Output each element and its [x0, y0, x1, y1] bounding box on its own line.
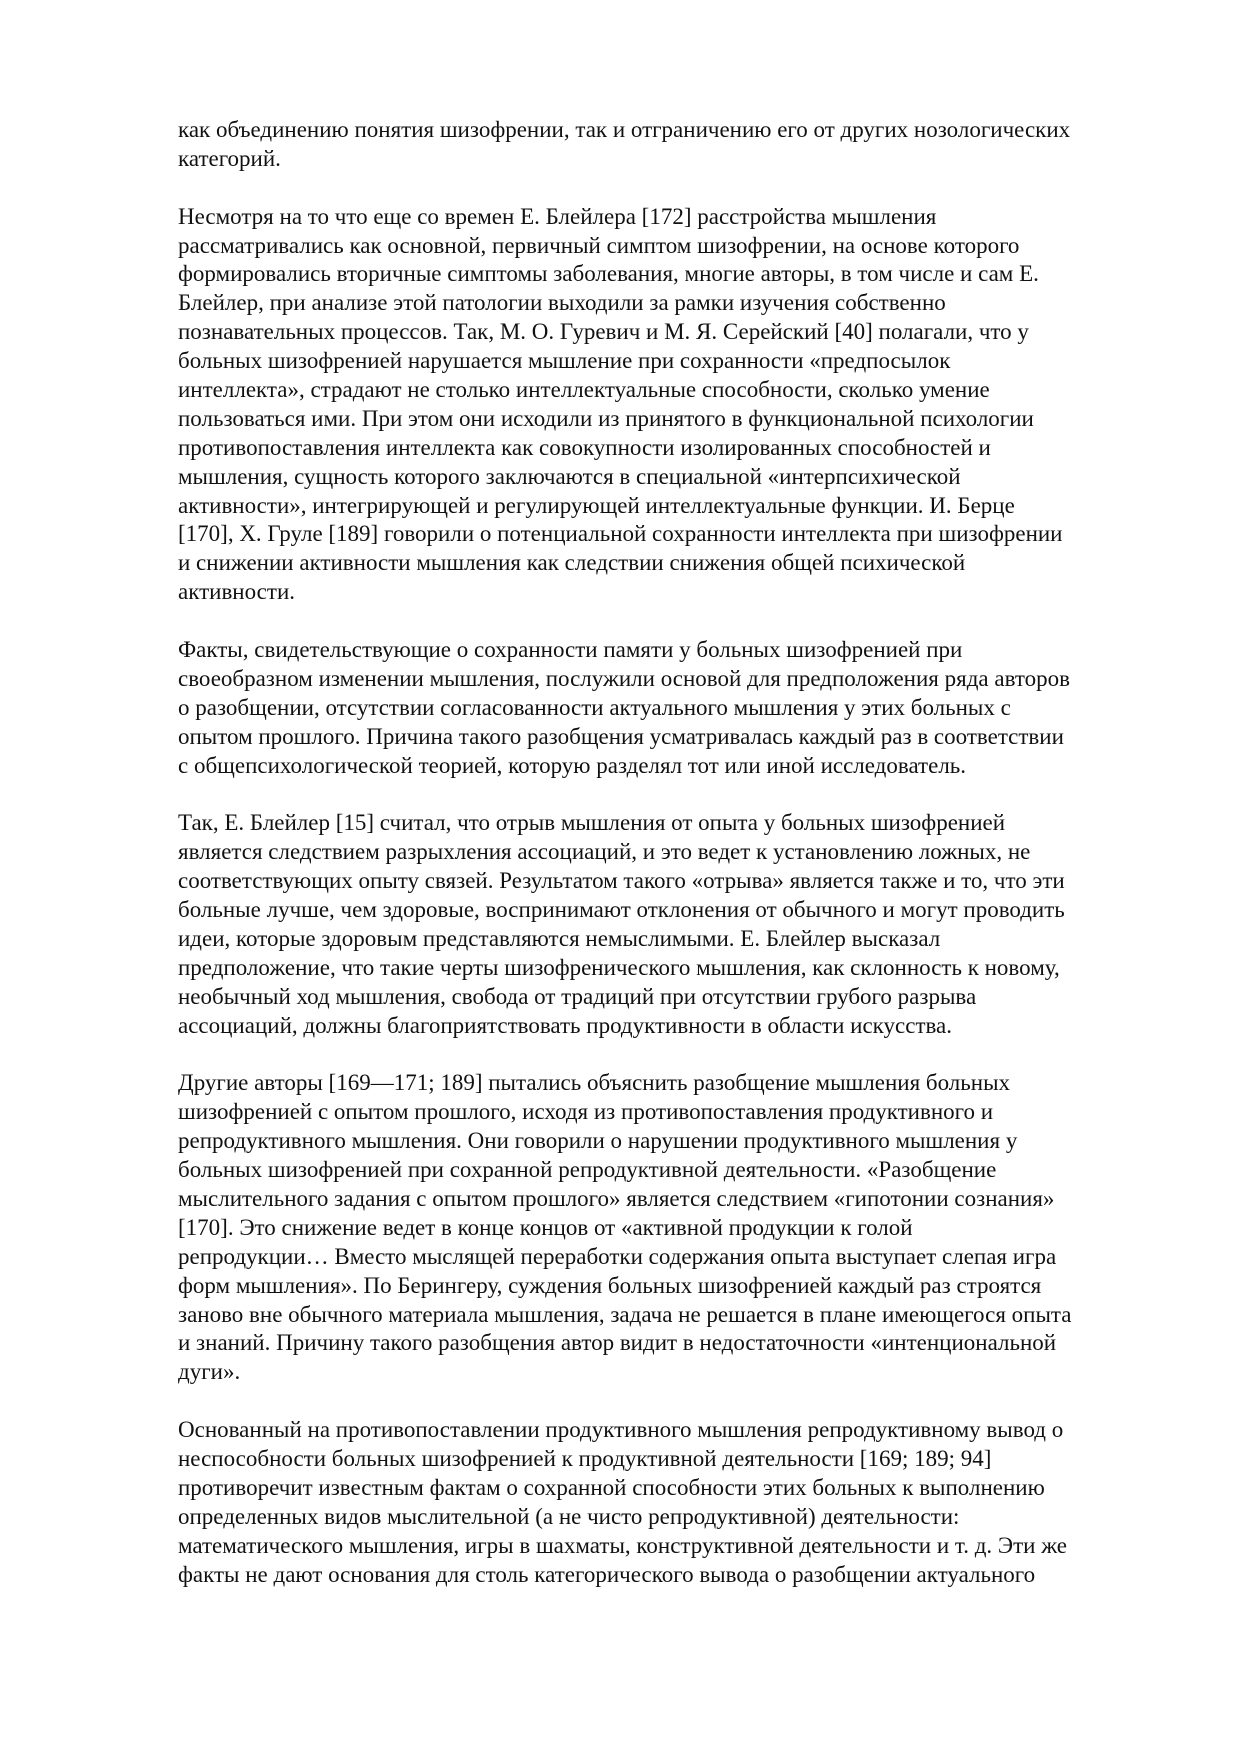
- text-line: заново вне обычного материала мышления, задача не решается в плане имеющегося опыта: [178, 1301, 1072, 1327]
- text-line: шизофренией с опытом прошлого, исходя из противопоставления продуктивного и: [178, 1099, 994, 1125]
- paragraph-5: [178, 1069, 1170, 1387]
- text-line: [170], Х. Груле [189] говорили о потенциальной сохранности интеллекта при шизофрении: [178, 521, 1063, 547]
- text-line: пользоваться ими. При этом они исходили из принятого в функциональной психологии: [178, 405, 1034, 431]
- text-line: противопоставления интеллекта как совокупности изолированных способностей и: [178, 434, 991, 460]
- text-line: репродуктивного мышления. Они говорили о нарушении продуктивного мышления у: [178, 1128, 1018, 1154]
- text-line: Блейлер, при анализе этой патологии выходили за рамки изучения собственно: [178, 290, 946, 316]
- text-line: необычный ход мышления, свобода от традиций при отсутствии грубого разрыва: [178, 983, 977, 1009]
- text-line: форм мышления». По Берингеру, суждения больных шизофренией каждый раз строятся: [178, 1272, 1042, 1298]
- text-line: больных шизофренией при сохранной репродуктивной деятельности. «Разобщение: [178, 1157, 997, 1183]
- text-line: Так, Е. Блейлер [15] считал, что отрыв мышления от опыта у больных шизофренией: [178, 810, 1006, 836]
- text-line: категорий.: [178, 145, 281, 171]
- text-line: Другие авторы [169—171; 189] пытались объяснить разобщение мышления больных: [178, 1070, 1011, 1096]
- paragraph-2: [178, 203, 1170, 607]
- text-column: [178, 116, 1170, 1618]
- text-line: репродукции… Вместо мыслящей переработки содержания опыта выступает слепая игра: [178, 1243, 1057, 1269]
- text-line: определенных видов мыслительной (а не чисто репродуктивной) деятельности:: [178, 1503, 960, 1529]
- text-line: как объединению понятия шизофрении, так и отграничению его от других нозологических: [178, 117, 1071, 142]
- text-line: факты не дают основания для столь категорического вывода о разобщении актуального: [178, 1561, 1036, 1587]
- text-line: мышления, сущность которого заключаются в специальной «интерпсихической: [178, 463, 961, 489]
- text-line: активности.: [178, 579, 295, 605]
- paragraph-4: [178, 809, 1170, 1040]
- text-line: [170]. Это снижение ведет в конце концов от «активной продукции к голой: [178, 1214, 913, 1240]
- text-line: больных шизофренией нарушается мышление при сохранности «предпосылок: [178, 348, 951, 374]
- text-line: ассоциаций, должны благоприятствовать продуктивности в области искусства.: [178, 1012, 953, 1038]
- text-line: соответствующих опыту связей. Результатом такого «отрыва» является также и то, что эти: [178, 868, 1065, 894]
- text-line: своеобразном изменении мышления, послужили основой для предположения ряда авторов: [178, 665, 1070, 691]
- text-line: познавательных процессов. Так, М. О. Гуревич и М. Я. Серейский [40] полагали, что у: [178, 319, 1029, 345]
- text-line: Основанный на противопоставлении продуктивного мышления репродуктивному вывод о: [178, 1417, 1064, 1443]
- text-line: неспособности больных шизофренией к продуктивной деятельности [169; 189; 94]: [178, 1445, 992, 1471]
- text-line: больные лучше, чем здоровые, воспринимают отклонения от обычного и могут проводить: [178, 897, 1065, 923]
- text-line: формировались вторичные симптомы заболевания, многие авторы, в том числе и сам Е.: [178, 261, 1039, 287]
- text-line: Факты, свидетельствующие о сохранности памяти у больных шизофренией при: [178, 637, 963, 663]
- text-line: опытом прошлого. Причина такого разобщения усматривалась каждый раз в соответствии: [178, 723, 1064, 749]
- paragraph-1: [178, 116, 1170, 174]
- text-line: мыслительного задания с опытом прошлого» является следствием «гипотонии сознания»: [178, 1185, 1055, 1211]
- text-line: и снижении активности мышления как следствии снижения общей психической: [178, 550, 966, 576]
- text-line: с общепсихологической теорией, которую разделял тот или иной исследователь.: [178, 752, 967, 778]
- text-line: интеллекта», страдают не столько интеллектуальные способности, сколько умение: [178, 377, 990, 403]
- text-line: дуги».: [178, 1359, 241, 1385]
- text-line: является следствием разрыхления ассоциаций, и это ведет к установлению ложных, не: [178, 839, 1031, 865]
- text-line: идеи, которые здоровым представляются немыслимыми. Е. Блейлер высказал: [178, 925, 941, 951]
- text-line: математического мышления, игры в шахматы, конструктивной деятельности и т. д. Эти же: [178, 1532, 1068, 1558]
- text-line: Несмотря на то что еще со времен Е. Блейлера [172] расстройства мышления: [178, 203, 937, 229]
- text-line: противоречит известным фактам о сохранной способности этих больных к выполнению: [178, 1474, 1045, 1500]
- text-line: рассматривались как основной, первичный симптом шизофрении, на основе которого: [178, 232, 1020, 258]
- text-line: о разобщении, отсутствии согласованности актуального мышления у этих больных с: [178, 694, 1011, 720]
- text-line: и знаний. Причину такого разобщения автор видит в недостаточности «интенциональной: [178, 1330, 1057, 1356]
- text-line: предположение, что такие черты шизофренического мышления, как склонность к новому,: [178, 954, 1060, 980]
- text-line: активности», интегрирующей и регулирующей интеллектуальные функции. И. Берце: [178, 492, 1015, 518]
- paragraph-6: [178, 1416, 1170, 1589]
- paragraph-3: [178, 636, 1170, 780]
